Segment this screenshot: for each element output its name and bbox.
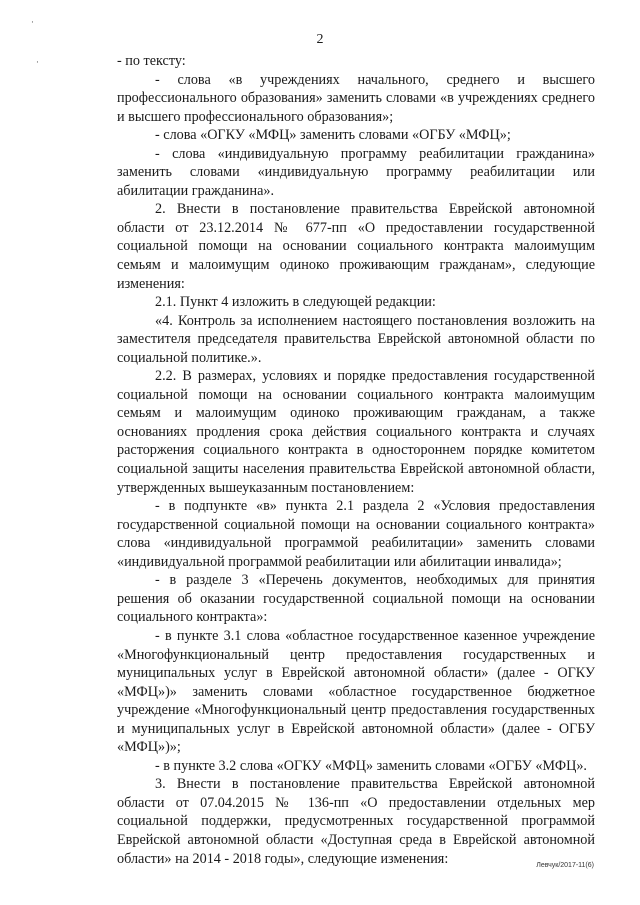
paragraph: 3. Внести в постановление правительства Еврейской автономной области от 07.04.2015 № 136-пп «О предоставлении отдельных мер социальной поддержки, предусмотренных государственной программой Еврейской автономной области «Доступная среда в Еврейской автономной области» на 2014 - 2018 годы», следующие изменения: [117,776,595,867]
paragraph: - в пункте 3.1 слова «областное государственное казенное учреждение «Многофункциональный центр предоставления государственных и муниципальных услуг в Еврейской автономной области» (далее - ОГКУ «МФЦ»)» заменить словами «областное государственное бюджетное учреждение «Многофункциональный центр предоставления государственных и муниципальных услуг в Еврейской автономной области» (далее - ОГБУ «МФЦ»)»; [117,627,595,756]
paragraph: 2.2. В размерах, условиях и порядке предоставления государственной социальной помощи на основании социального контракта малоимущим семьям и малоимущим одиноко проживающим гражданам, а также основаниях продления срока действия социального контракта и случаях расторжения социального контракта в одностороннем порядке комитетом социальной защиты населения правительства Еврейской автономной области, утвержденных вышеуказанным постановлением: [117,368,595,496]
paragraph: - по тексту: [117,53,186,69]
paragraph: 2.1. Пункт 4 изложить в следующей редакции: [155,294,436,311]
scan-speck: · [36,58,39,68]
paragraph: 2. Внести в постановление правительства Еврейской автономной области от 23.12.2014 № 677-пп «О предоставлении государственной социальной помощи на основании социального контракта малоимущим семьям и малоимущим одиноко проживающим гражданам», следующие изменения: [117,201,595,292]
scan-speck: · [31,18,34,28]
document-footer-code: Левчук/2017-11(6) [536,862,594,869]
paragraph: «4. Контроль за исполнением настоящего постановления возложить на заместителя председателя правительства Еврейской автономной области по социальной политике.». [117,312,595,366]
paragraph: - слова «индивидуальную программу реабилитации гражданина» заменить словами «индивидуальную программу реабилитации или абилитации гражданина». [117,145,595,199]
paragraph: - слова «в учреждениях начального, среднего и высшего профессионального образования» заменить словами «в учреждениях среднего и высшего профессионального образования»; [117,71,595,125]
paragraph: - в подпункте «в» пункта 2.1 раздела 2 «Условия предоставления государственной социальной помощи на основании социального контракта» слова «индивидуальной программой реабилитации» заменить словами «индивидуальной программой реабилитации или абилитации инвалида»; [117,498,595,570]
paragraph: - в разделе 3 «Перечень документов, необходимых для принятия решения об оказании государственной социальной помощи на основании социального контракта»: [117,572,595,626]
page-number: 2 [316,32,324,47]
document-body [117,52,595,868]
paragraph: - слова «ОГКУ «МФЦ» заменить словами «ОГБУ «МФЦ»; [155,127,511,144]
paragraph: - в пункте 3.2 слова «ОГКУ «МФЦ» заменить словами «ОГБУ «МФЦ». [155,757,587,774]
